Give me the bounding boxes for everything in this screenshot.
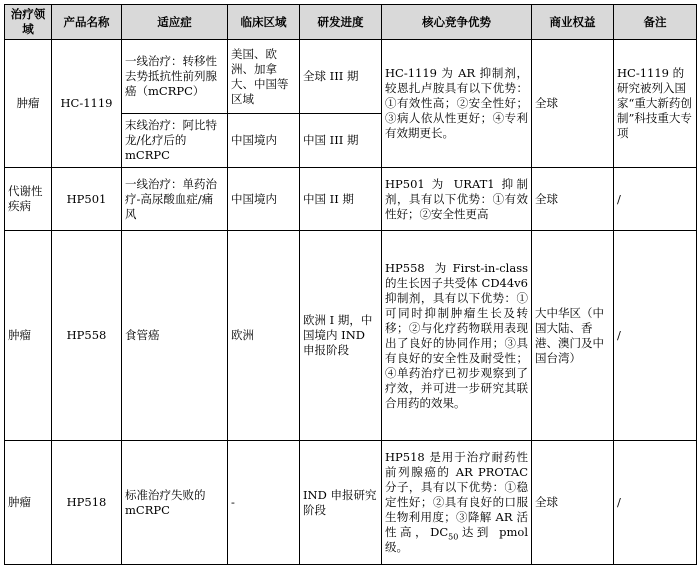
indication-cell: 一线治疗：单药治疗-高尿酸血症/痛风 — [122, 168, 228, 231]
region-cell: - — [228, 441, 300, 565]
note-cell: / — [614, 168, 697, 231]
note-cell: / — [614, 231, 697, 441]
table-row — [5, 231, 697, 441]
header-row — [5, 5, 697, 40]
rights-cell: 全球 — [532, 441, 614, 565]
table-row — [5, 168, 697, 231]
advantage-cell: HC-1119 为 AR 抑制剂，较恩扎卢胺具有以下优势：①有效性高；②安全性好；③病人依从性更好；④专利有效期更长。 — [382, 40, 532, 168]
advantage-cell — [382, 441, 532, 565]
header-progress: 研发进度 — [300, 5, 382, 40]
product-cell: HC-1119 — [52, 40, 122, 168]
progress-cell: 全球 III 期 — [300, 40, 382, 114]
progress-cell: 中国 III 期 — [300, 114, 382, 168]
table-row — [5, 40, 697, 114]
note-cell: / — [614, 441, 697, 565]
advantage-subscript: 50 — [448, 532, 459, 542]
header-region: 临床区域 — [228, 5, 300, 40]
advantage-tail: 达到 pmol 级。 — [385, 525, 528, 554]
advantage-cell: HP501 为 URAT1 抑制剂，具有以下优势：①有效性好；②安全性更高 — [382, 168, 532, 231]
progress-cell: 欧洲 I 期，中国境内 IND 申报阶段 — [300, 231, 382, 441]
header-product: 产品名称 — [52, 5, 122, 40]
domain-cell: 肿瘤 — [5, 40, 52, 168]
region-cell: 中国境内 — [228, 168, 300, 231]
rights-cell: 大中华区（中国大陆、香港、澳门及中国台湾） — [532, 231, 614, 441]
note-cell: HC-1119 的研究被列入国家“重大新药创制”科技重大专项 — [614, 40, 697, 168]
indication-cell: 一线治疗：转移性去势抵抗性前列腺癌（mCRPC） — [122, 40, 228, 114]
indication-cell: 食管癌 — [122, 231, 228, 441]
domain-cell: 肿瘤 — [5, 231, 52, 441]
advantage-cell: HP558 为First-in-class 的生长因子共受体 CD44v6 抑制剂，具有以下优势：①可同时抑制肿瘤生长及转移；②与化疗药物联用表现出了良好的协同作用；③具有良好的安全性及耐受性；④单药治疗已初步观察到了疗效，并可进一步研究其联合用药的效果。 — [382, 231, 532, 441]
header-rights: 商业权益 — [532, 5, 614, 40]
region-cell: 中国境内 — [228, 114, 300, 168]
indication-cell: 末线治疗：阿比特龙/化疗后的 mCRPC — [122, 114, 228, 168]
header-indication: 适应症 — [122, 5, 228, 40]
table-row — [5, 441, 697, 565]
header-domain: 治疗领域 — [5, 5, 52, 40]
region-cell: 欧洲 — [228, 231, 300, 441]
indication-cell: 标准治疗失败的 mCRPC — [122, 441, 228, 565]
product-cell: HP518 — [52, 441, 122, 565]
progress-cell: 中国 II 期 — [300, 168, 382, 231]
advantage-text: HP518 是用于治疗耐药性前列腺癌的 AR PROTAC 分子，具有以下优势：①稳定性好；②具有良好的口服生物利用度；③降解 AR 活性高，DC — [385, 450, 528, 539]
progress-cell: IND 申报研究阶段 — [300, 441, 382, 565]
header-advantage: 核心竞争优势 — [382, 5, 532, 40]
region-cell: 美国、欧洲、加拿大、中国等区域 — [228, 40, 300, 114]
product-cell: HP501 — [52, 168, 122, 231]
rights-cell: 全球 — [532, 40, 614, 168]
domain-cell: 代谢性疾病 — [5, 168, 52, 231]
header-note: 备注 — [614, 5, 697, 40]
domain-cell: 肿瘤 — [5, 441, 52, 565]
pipeline-table — [4, 4, 697, 565]
product-cell: HP558 — [52, 231, 122, 441]
rights-cell: 全球 — [532, 168, 614, 231]
